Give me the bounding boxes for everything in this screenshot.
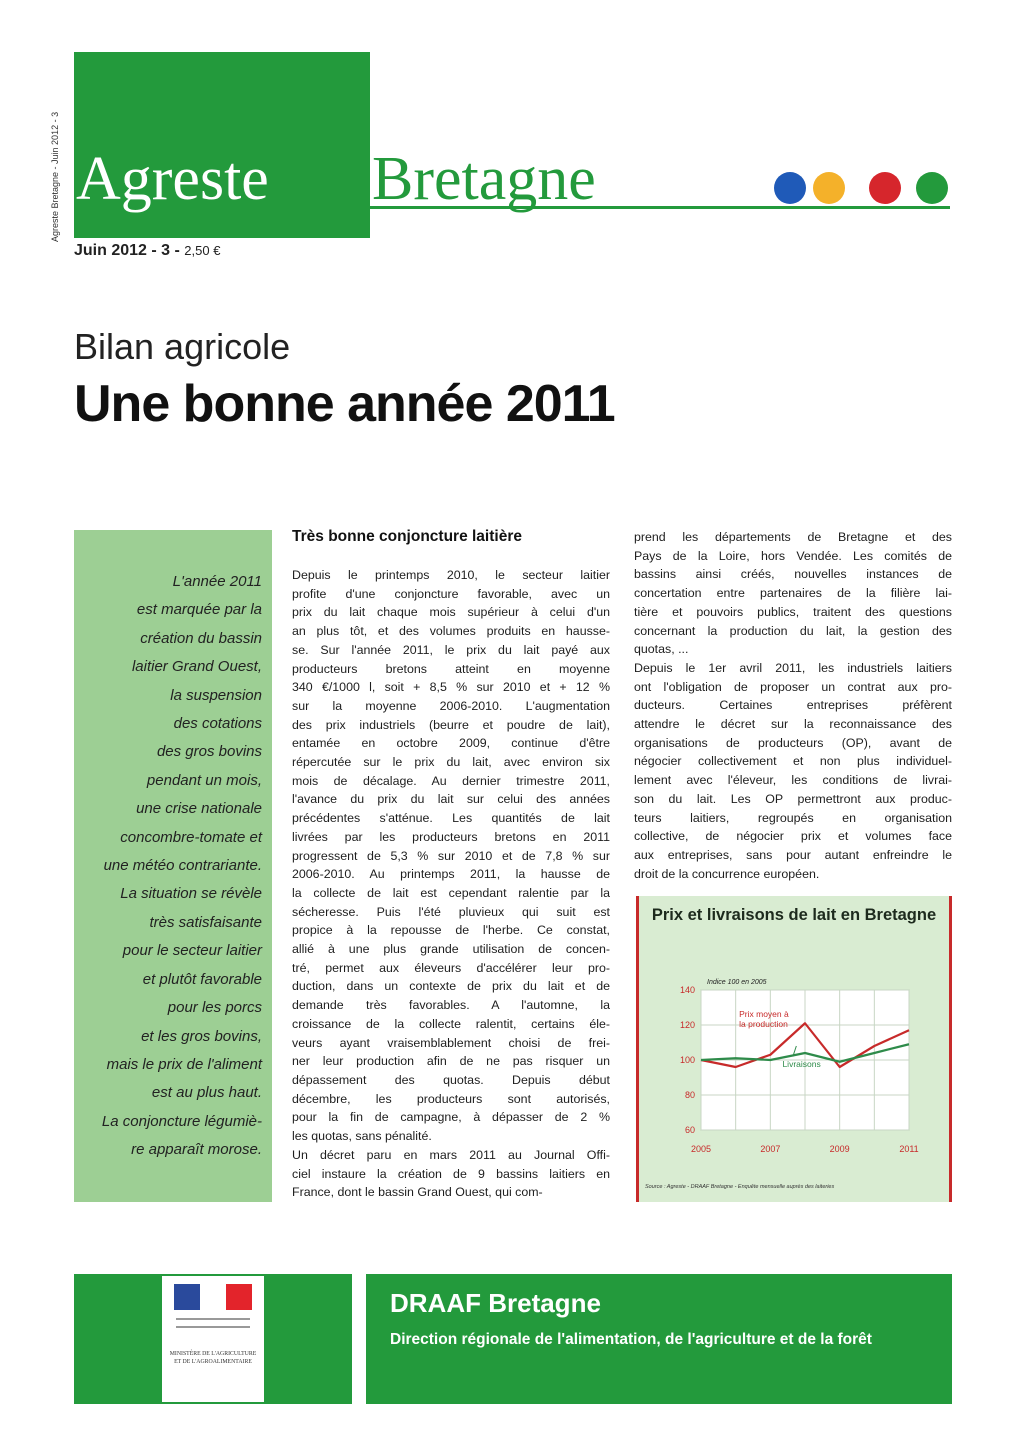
text-line: progressent de 5,3 % sur 2010 et de 7,8 % sur [292, 848, 610, 863]
ministry-name: MINISTÈRE DE L'AGRICULTURE ET DE L'AGROALIMENTAIRE [169, 1351, 257, 1365]
text-line: livrées par les producteurs bretons en 2011 [292, 829, 610, 844]
summary-line: est marquée par la [136, 601, 262, 619]
text-line: répercutée sur le prix du lait, avec environ six [292, 755, 610, 770]
summary-line: laitier Grand Ouest, [131, 658, 262, 676]
text-line: croissance de la collecte ralentit, certains éle- [292, 1016, 610, 1031]
text-line: duction, dans un contexte de prix du lait et de [292, 979, 610, 994]
article-kicker: Bilan agricole [74, 326, 291, 367]
brand-agreste: Agreste [76, 145, 269, 213]
text-line: tière et pouvoirs publics, traitent des questions [634, 604, 952, 619]
summary-line: des cotations [173, 715, 262, 733]
text-line: se. Sur l'année 2011, le prix du lait payé aux [292, 642, 610, 657]
text-line: la collecte de lait est cependant ralentie par la [292, 885, 610, 900]
text-line: Pays de la Loire, hors Vendée. Les comités de [634, 548, 952, 563]
text-line: entamée en octobre 2009, continue d'être [292, 736, 610, 751]
text-line: tré, permet aux éleveurs d'accélérer leur pro- [292, 960, 610, 975]
text-line: prix du lait chaque mois supérieur à celui d'un [292, 605, 610, 620]
text-line: des prix industriels (beurre et poudre de lait), [292, 717, 610, 732]
text-line: propice à la repousse de l'herbe. Ce constat, [292, 923, 610, 938]
text-line: organisations de producteurs (OP), avant de [634, 735, 952, 750]
text-line: lement avec l'éleveur, les conditions de livrai- [634, 773, 952, 788]
milk-chart [639, 896, 949, 1178]
text-line: décembre, les producteurs sont autorisés, [292, 1091, 610, 1106]
text-line: ciel instaure la création de 9 bassins laitiers en [292, 1166, 610, 1181]
y-tick-label: 60 [684, 1125, 695, 1135]
summary-box [74, 530, 272, 1202]
chart-title: Prix et livraisons de lait en Bretagne [651, 906, 937, 924]
summary-line: La situation se révèle [120, 885, 262, 903]
summary-line: pour les porcs [167, 999, 262, 1017]
text-line: Depuis le 1er avril 2011, les industriels laitiers [634, 660, 952, 675]
text-line: producteurs bretons atteint en moyenne [292, 661, 610, 676]
brand-dot-green [916, 172, 948, 204]
text-line: an plus tôt, et des volumes produits en hausse- [292, 624, 610, 639]
summary-line: et plutôt favorable [142, 970, 262, 988]
ministry-logo [162, 1276, 264, 1402]
summary-line: création du bassin [140, 629, 262, 647]
section-heading: Très bonne conjoncture laitière [292, 528, 522, 545]
summary-line: mais le prix de l'aliment [106, 1055, 262, 1073]
text-line: concertation entre partenaires de la filière lai- [634, 586, 952, 601]
brand-dot-red [869, 172, 901, 204]
text-line: Un décret paru en mars 2011 au Journal Offi- [292, 1147, 610, 1162]
y-tick-label: 120 [679, 1020, 695, 1030]
text-line: prend les départements de Bretagne et des [634, 530, 952, 544]
text-line: 340 €/1000 l, soit + 8,5 % sur 2010 et + 12 % [292, 680, 610, 695]
issue-number: Juin 2012 - 3 - [74, 242, 180, 259]
text-line: dépassement des quotas. Depuis début [292, 1072, 610, 1087]
summary-line: une crise nationale [136, 800, 262, 818]
chart-box [636, 896, 952, 1202]
summary-line: des gros bovins [156, 743, 262, 761]
series-label-prix: Prix moyen à la production [739, 1009, 789, 1030]
brand-dot-blue [774, 172, 806, 204]
text-line: 2006-2010. Au printemps 2011, la hausse de [292, 867, 610, 882]
text-line: l'avance du prix du lait sur celui des années [292, 792, 610, 807]
summary-line: et les gros bovins, [141, 1027, 262, 1045]
summary-line: L'année 2011 [172, 573, 262, 590]
summary-line: une météo contrariante. [103, 857, 262, 875]
summary-line: La conjoncture légumiè- [101, 1112, 262, 1130]
x-tick-label: 2009 [829, 1144, 850, 1154]
summary-text [82, 568, 262, 1165]
brand-bretagne: Bretagne [372, 145, 596, 213]
text-line: les quotas, sans pénalité. [292, 1129, 432, 1144]
text-line: négocier collectivement et non plus individuel- [634, 754, 952, 769]
text-line: ont l'obligation de proposer un contrat aux pro- [634, 679, 952, 694]
text-line: sur la moyenne 2006-2010. L'augmentation [292, 698, 610, 713]
text-line: allié à une plus grande utilisation de concen- [292, 942, 610, 957]
issue-price: 2,50 € [184, 243, 221, 258]
summary-line: la suspension [170, 686, 262, 704]
republic-flag-icon [174, 1284, 252, 1310]
brand-dot-yellow [813, 172, 845, 204]
text-line: son du lait. Les OP permettront aux produc- [634, 791, 952, 806]
article-column-1 [292, 566, 610, 1202]
text-line: collective, de négocier prix et volumes face [634, 829, 952, 844]
issue-line [74, 242, 220, 260]
summary-line: concombre-tomate et [120, 828, 262, 846]
x-tick-label: 2011 [899, 1144, 919, 1154]
text-line: pour la fin de campagne, à dépasser de 2 % [292, 1110, 610, 1125]
text-line: attendre le décret sur la reconnaissance des [634, 717, 952, 732]
text-line: concernant la production du lait, la gestion des [634, 623, 952, 638]
text-line: sécheresse. Puis l'été pluvieux qui suit est [292, 904, 610, 919]
chart-index-note: Indice 100 en 2005 [707, 979, 767, 986]
text-line: aux entreprises, sans pour autant enfreindre le [634, 847, 952, 862]
article-headline: Une bonne année 2011 [74, 375, 615, 433]
article-column-2 [634, 528, 952, 883]
summary-line: pour le secteur laitier [122, 942, 262, 960]
chart-source: Source : Agreste - DRAAF Bretagne - Enquête mensuelle auprès des laiteries [645, 1184, 835, 1190]
x-tick-label: 2007 [760, 1144, 781, 1154]
text-line: ner leur production afin de ne pas risquer un [292, 1054, 610, 1069]
text-line: veurs ayant vraisemblablement choisi de frei- [292, 1035, 610, 1050]
text-line: quotas, ... [634, 642, 689, 657]
draaf-subtitle: Direction régionale de l'alimentation, de l'agriculture et de la forêt [390, 1331, 872, 1348]
summary-line: re apparaît morose. [131, 1141, 262, 1159]
draaf-title: DRAAF Bretagne [390, 1288, 601, 1318]
side-mark: Agreste Bretagne - Juin 2012 - 3 [50, 111, 60, 242]
y-tick-label: 100 [679, 1055, 695, 1065]
text-line: profite d'une conjoncture favorable, avec un [292, 586, 610, 601]
text-line: bassins ainsi créés, nouvelles instances de [634, 567, 952, 582]
text-line: demande très favorables. A l'automne, la [292, 998, 610, 1013]
y-tick-label: 80 [684, 1090, 695, 1100]
text-line: précédentes s'atténue. Les quantités de lait [292, 811, 610, 826]
y-tick-label: 140 [679, 985, 695, 995]
text-line: France, dont le bassin Grand Ouest, qui com- [292, 1185, 543, 1200]
text-line: droit de la concurrence européen. [634, 866, 820, 881]
text-line: teurs laitiers, regroupés en organisation [634, 810, 952, 825]
footer-draaf-panel [366, 1274, 952, 1404]
summary-line: très satisfaisante [149, 913, 262, 931]
summary-line: est au plus haut. [151, 1084, 262, 1102]
x-tick-label: 2005 [690, 1144, 712, 1154]
text-line: Depuis le printemps 2010, le secteur laitier [292, 568, 610, 582]
series-label-livraisons: Livraisons [782, 1059, 821, 1069]
summary-line: pendant un mois, [146, 771, 262, 789]
text-line: ducteurs. Certaines entreprises préfèrent [634, 698, 952, 713]
text-line: mois de décalage. Au dernier trimestre 2011, [292, 773, 610, 788]
